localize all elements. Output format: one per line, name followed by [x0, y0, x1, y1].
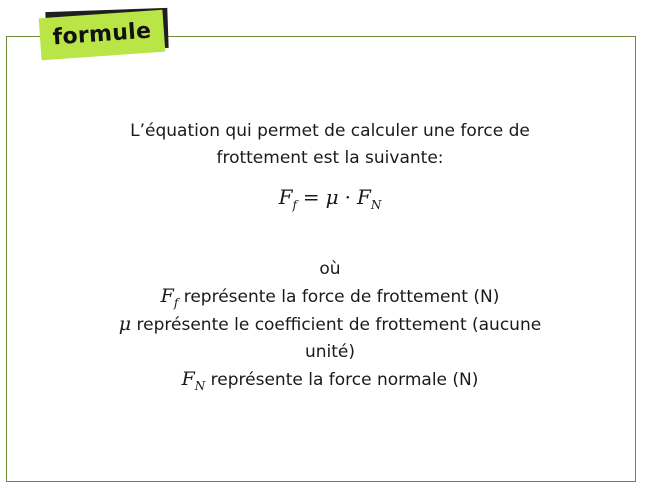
legend-symbol-sub: N — [194, 379, 206, 393]
legend-text: représente le coefficient de frottement (aucune — [131, 315, 542, 335]
intro-line-2: frottement est la suivante: — [216, 148, 444, 168]
legend-symbol: F — [181, 368, 195, 390]
tag-label-box — [39, 10, 166, 61]
intro-line-1: L’équation qui permet de calculer une force de — [130, 121, 530, 141]
legend-text: unité) — [304, 342, 356, 362]
equation-rhs-sub: N — [370, 198, 382, 212]
formula-tag — [40, 8, 174, 58]
legend-item-normal-force — [60, 366, 600, 394]
equation-rhs-var: F — [357, 185, 371, 209]
equation-lhs-var: F — [278, 185, 293, 209]
equation-equals: = — [302, 185, 320, 209]
equation-dot: · — [344, 185, 352, 209]
intro-text — [60, 118, 600, 172]
tag-label: formule — [51, 18, 153, 50]
legend-item-coefficient — [60, 311, 600, 339]
legend-symbol: μ — [118, 313, 132, 335]
legend-symbol-sub: f — [173, 296, 179, 310]
legend-text: représente la force normale (N) — [205, 370, 479, 390]
legend-symbol: F — [160, 285, 174, 307]
legend-where: où — [319, 259, 341, 279]
friction-equation — [60, 184, 600, 210]
equation-coef: μ — [325, 185, 339, 209]
legend-text: représente la force de frottement (N) — [178, 287, 500, 307]
legend-item-friction-force — [60, 283, 600, 311]
equation-lhs-sub: f — [292, 198, 297, 212]
legend-item-coefficient-cont — [60, 339, 600, 366]
formula-content — [60, 118, 600, 394]
variable-legend — [60, 256, 600, 394]
